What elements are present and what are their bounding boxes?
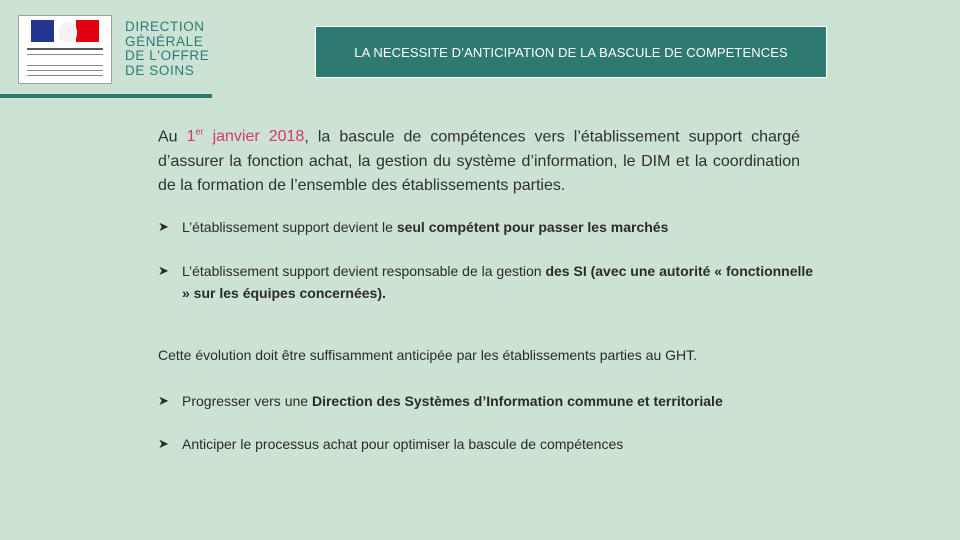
summary-paragraph: Cette évolution doit être suffisamment anticipée par les établissements parties au GHT. (158, 347, 698, 363)
arrow-bullet-icon: ➤ (158, 219, 169, 234)
bullet-item: ➤ Progresser vers une Direction des Systèmes d’Information commune et territoriale (158, 390, 818, 412)
arrow-bullet-icon: ➤ (158, 393, 169, 408)
bullet-item: ➤ L’établissement support devient le seul compétent pour passer les marchés (158, 216, 818, 238)
header-divider (0, 94, 212, 98)
intro-paragraph: Au 1er janvier 2018, la bascule de compétences vers l’établissement support chargé d’assurer la fonction achat, la gestion du système d’information, le DIM et la coordination de la formation de l’ensemble des établissements parties. (158, 127, 800, 195)
date-highlight: 1er janvier 2018 (186, 127, 305, 146)
marianne-icon (59, 22, 77, 42)
slide-title: LA NECESSITE D’ANTICIPATION DE LA BASCULE DE COMPETENCES (315, 26, 827, 78)
ministry-logo (18, 15, 112, 84)
bullet-item: ➤ L’établissement support devient responsable de la gestion des SI (avec une autorité « fonctionnelle » sur les équipes concernées). (158, 260, 818, 304)
bullet-item: ➤ Anticiper le processus achat pour optimiser la bascule de compétences (158, 433, 818, 455)
arrow-bullet-icon: ➤ (158, 263, 169, 278)
arrow-bullet-icon: ➤ (158, 436, 169, 451)
dgos-logo-text: DIRECTION GÉNÉRALE DE L'OFFRE DE SOINS (125, 19, 210, 78)
